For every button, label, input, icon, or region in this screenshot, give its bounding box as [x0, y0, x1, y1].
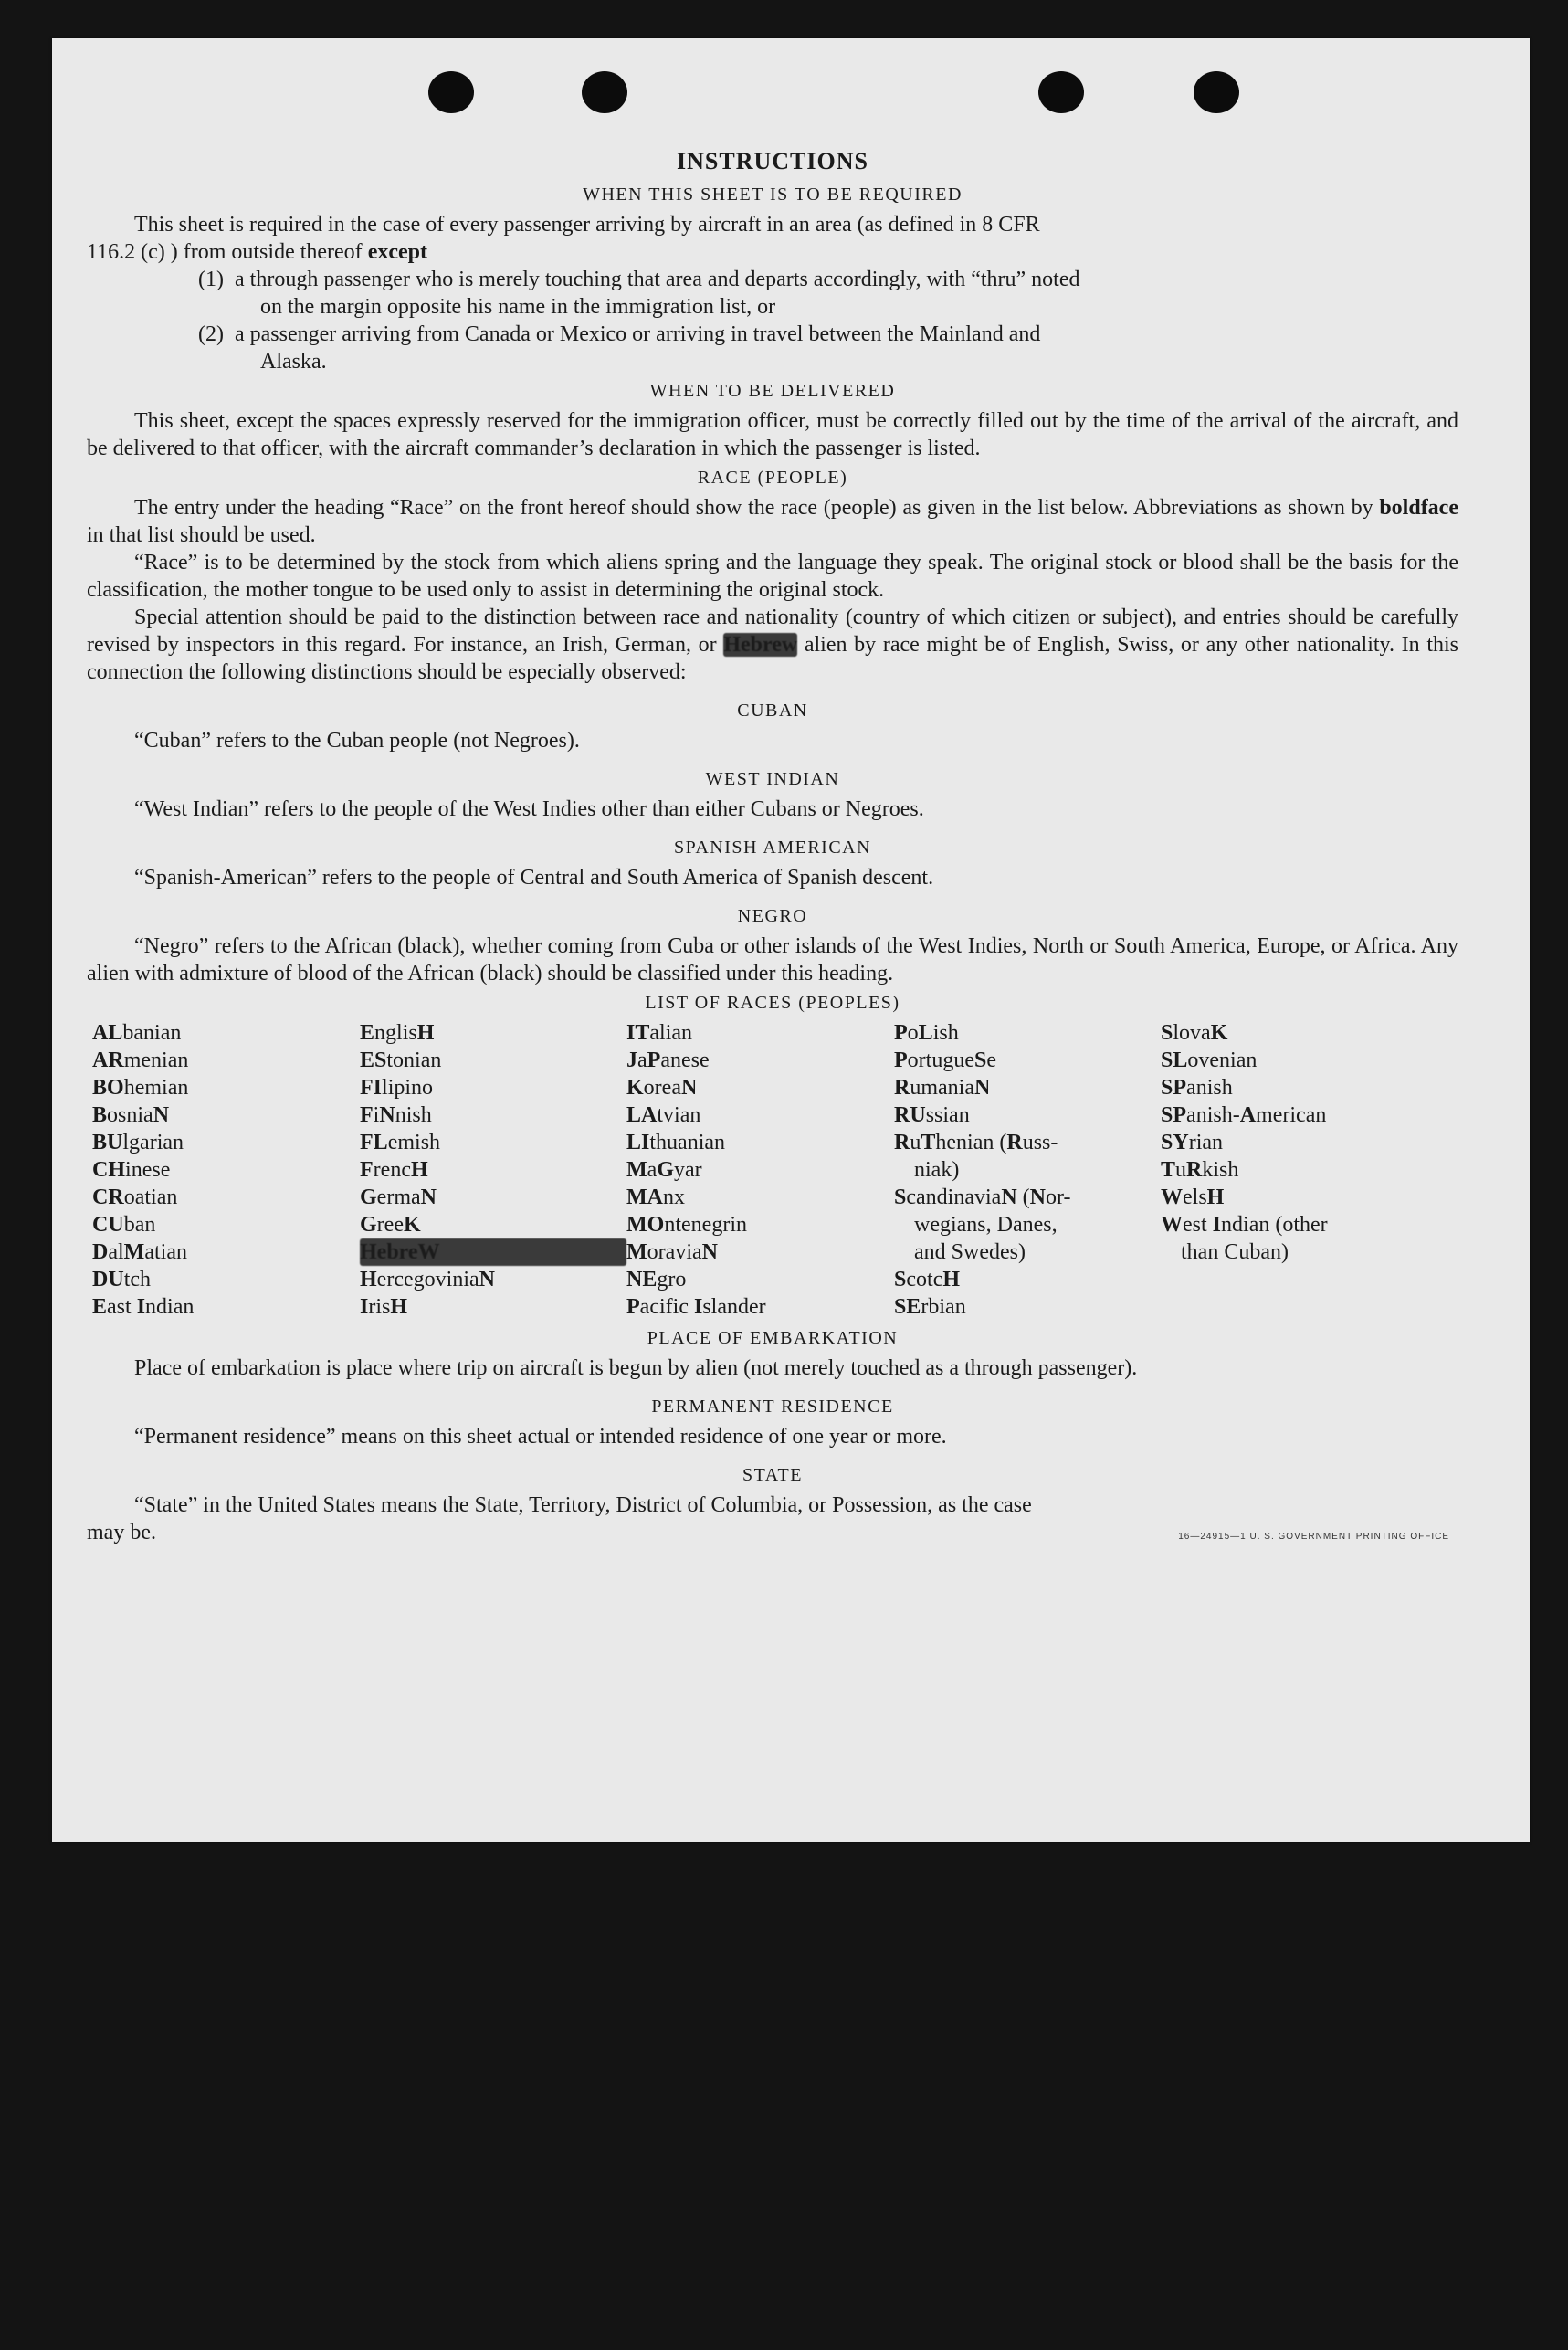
race-entry: FrencH [360, 1158, 428, 1182]
paragraph-residence: “Permanent residence” means on this sheet actual or intended residence of one year or more. [134, 1425, 947, 1449]
exception-line: on the margin opposite his name in the immigration list, or [260, 295, 776, 319]
exception-item [87, 266, 1458, 321]
race-entry: MAnx [626, 1186, 685, 1209]
race-column [626, 1019, 894, 1321]
instruction-sheet [52, 38, 1530, 1842]
punch-hole [428, 71, 474, 113]
text-span: in that list should be used. [87, 523, 316, 547]
paragraph-spanish-american: “Spanish-American” refers to the people of Central and South America of Spanish descent. [134, 866, 934, 890]
race-entry: PortugueSe [894, 1049, 997, 1072]
race-entry: RuThenian (Russ- [894, 1131, 1058, 1154]
race-entry: than Cuban) [1181, 1240, 1289, 1264]
exception-number: (1) [198, 268, 224, 291]
race-entry: HercegoviniaN [360, 1268, 495, 1291]
race-entry: FiNnish [360, 1103, 432, 1127]
paragraph-west-indian: “West Indian” refers to the people of the West Indies other than either Cubans or Negroes. [134, 797, 924, 821]
race-entry: LAtvian [626, 1103, 701, 1127]
race-entry: SYrian [1161, 1131, 1224, 1154]
race-column [92, 1019, 360, 1321]
exception-item [87, 321, 1458, 375]
race-entry: BOhemian [92, 1076, 189, 1100]
section-heading-race: RACE (PEOPLE) [697, 468, 848, 488]
paragraph-race-2: “Race” is to be determined by the stock from which aliens spring and the language they speak. The original stock or blood shall be the basis for the classification, the mother tongue to be used only to assist in determining the original stock. [87, 551, 1458, 602]
text-span: Special attention should be paid to the distinction between race and nationality (country of which citizen or subject), and entries should be carefully revised by inspectors in this regard. For instance, an Irish, German, or [87, 606, 1458, 657]
page-title: INSTRUCTIONS [677, 148, 868, 174]
section-heading-residence: PERMANENT RESIDENCE [651, 1396, 894, 1417]
exception-text [235, 266, 1458, 321]
text-span: 116.2 (c) ) from outside thereof [87, 240, 368, 264]
race-entry: TuRkish [1161, 1158, 1239, 1182]
race-entry: NEgro [626, 1268, 687, 1291]
race-entry: JaPanese [626, 1049, 710, 1072]
race-entry: East Indian [92, 1295, 195, 1319]
text-span: alien by race might be of English, Swiss, or any other nationality. In this connection the following distinctions should be especially observed: [87, 633, 1459, 684]
paragraph-negro: “Negro” refers to the African (black), whether coming from Cuba or other islands of the West Indies, North or South America, Europe, or Africa. Any alien with admixture of blood of the African (black) should be classified under this heading. [87, 934, 1458, 985]
race-entry: BosniaN [92, 1103, 170, 1127]
section-heading-negro: NEGRO [737, 906, 808, 926]
section-heading-when-required: WHEN THIS SHEET IS TO BE REQUIRED [583, 184, 963, 205]
race-entry: IrisH [360, 1295, 408, 1319]
race-entry: MoraviaN [626, 1240, 718, 1264]
struck-word: Hebrew [723, 633, 798, 657]
footer-row [87, 1519, 1458, 1546]
race-entry: DalMatian [92, 1240, 187, 1264]
race-column [894, 1019, 1161, 1321]
punch-hole [582, 71, 627, 113]
race-entry: FIlipino [360, 1076, 434, 1100]
exception-text [235, 321, 1458, 375]
race-entry: FLemish [360, 1131, 441, 1154]
race-list [92, 1019, 1458, 1321]
race-entry: ScotcH [894, 1268, 961, 1291]
race-entry: DUtch [92, 1268, 152, 1291]
race-entry: RUssian [894, 1103, 970, 1127]
race-entry: PoLish [894, 1021, 959, 1045]
boldface-word: boldface [1379, 496, 1458, 520]
race-entry: EStonian [360, 1049, 442, 1072]
race-column [1161, 1019, 1464, 1321]
punch-hole [1038, 71, 1084, 113]
race-entry: wegians, Danes, [914, 1213, 1058, 1237]
paragraph-cuban: “Cuban” refers to the Cuban people (not Negroes). [134, 729, 580, 753]
race-entry: KoreaN [626, 1076, 698, 1100]
sheet-content [87, 148, 1458, 1546]
race-entry: SlovaK [1161, 1021, 1228, 1045]
race-entry: EnglisH [360, 1021, 435, 1045]
exception-line: a through passenger who is merely touching that area and departs accordingly, with “thru” noted [235, 268, 1080, 291]
race-entry: MaGyar [626, 1158, 702, 1182]
race-entry: LIthuanian [626, 1131, 726, 1154]
section-heading-west-indian: WEST INDIAN [705, 769, 840, 789]
exception-line: a passenger arriving from Canada or Mexico or arriving in travel between the Mainland and [235, 322, 1041, 346]
paragraph-delivered: This sheet, except the spaces expressly reserved for the immigration officer, must be correctly filled out by the time of the arrival of the aircraft, and be delivered to that officer, with the aircraft commander’s declaration in which the passenger is listed. [87, 409, 1458, 460]
section-heading-spanish-american: SPANISH AMERICAN [673, 838, 872, 858]
paragraph-required-line1: This sheet is required in the case of every passenger arriving by aircraft in an area (as defined in 8 CFR [134, 213, 1040, 237]
race-entry: SPanish [1161, 1076, 1233, 1100]
section-heading-embarkation: PLACE OF EMBARKATION [647, 1328, 899, 1348]
paragraph-race-1 [87, 494, 1458, 549]
race-entry: GreeK [360, 1213, 421, 1237]
race-entry: CRoatian [92, 1186, 178, 1209]
race-entry: West Indian (other [1161, 1213, 1328, 1237]
race-entry: ARmenian [92, 1049, 189, 1072]
paragraph-embarkation: Place of embarkation is place where trip on aircraft is begun by alien (not merely touched as a through passenger). [134, 1356, 1138, 1380]
section-heading-state: STATE [742, 1465, 803, 1485]
race-entry: Pacific Islander [626, 1295, 766, 1319]
paragraph-required-line2 [87, 238, 1458, 266]
race-entry: BUlgarian [92, 1131, 184, 1154]
race-entry: and Swedes) [914, 1240, 1026, 1264]
race-entry: ALbanian [92, 1021, 182, 1045]
paragraph-state-line2: may be. [87, 1521, 156, 1544]
race-entry: CUban [92, 1213, 156, 1237]
race-entry: SPanish-American [1161, 1103, 1327, 1127]
section-heading-list-of-races: LIST OF RACES (PEOPLES) [645, 993, 900, 1013]
except-word: except [367, 240, 427, 264]
section-heading-when-delivered: WHEN TO BE DELIVERED [649, 381, 896, 401]
race-entry: HebreW [360, 1238, 626, 1266]
text-span: The entry under the heading “Race” on the front hereof should show the race (people) as given in the list below. Abbreviations as shown by [134, 496, 1380, 520]
race-entry: RumaniaN [894, 1076, 991, 1100]
section-heading-cuban: CUBAN [737, 701, 808, 721]
paragraph-state-line1: “State” in the United States means the State, Territory, District of Columbia, or Possession, as the case [134, 1493, 1032, 1517]
printer-imprint: 16—24915—1 U. S. GOVERNMENT PRINTING OFFICE [1178, 1532, 1449, 1542]
race-entry: CHinese [92, 1158, 171, 1182]
paragraph-race-3 [87, 604, 1458, 686]
race-entry: ScandinaviaN (Nor- [894, 1186, 1071, 1209]
race-entry: SLovenian [1161, 1049, 1258, 1072]
race-entry: WelsH [1161, 1186, 1225, 1209]
race-entry: ITalian [626, 1021, 693, 1045]
punch-hole [1194, 71, 1239, 113]
race-entry: SErbian [894, 1295, 966, 1319]
race-entry: MOntenegrin [626, 1213, 747, 1237]
exception-number: (2) [198, 322, 224, 346]
race-entry: niak) [914, 1158, 960, 1182]
exception-line: Alaska. [260, 350, 327, 374]
race-entry: GermaN [360, 1186, 437, 1209]
race-column [360, 1019, 626, 1321]
